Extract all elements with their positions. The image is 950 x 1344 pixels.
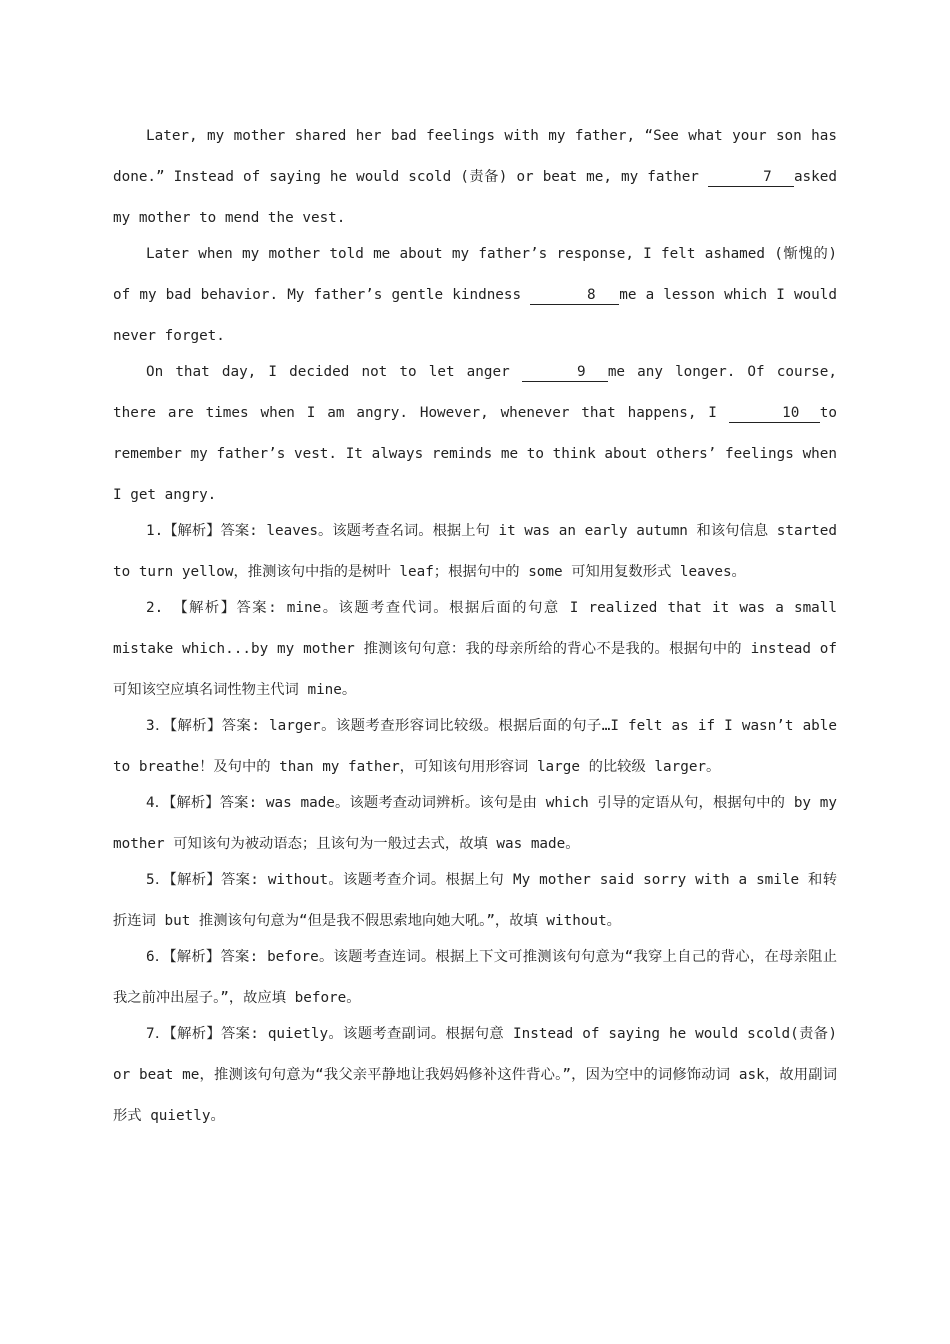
- story-p2-text-a: Later when my mother told me about my father’s response, I felt ashamed (惭愧的) of my bad behavior. My father’s gentle kindness: [113, 246, 837, 303]
- answer-explanation-1: 1.【解析】答案: leaves。该题考查名词。根据上句 it was an early autumn 和该句信息 started to turn yellow，推测该句中指的是树叶 leaf；根据句中的 some 可知用复数形式 leaves。: [113, 523, 837, 580]
- story-paragraph-3: [113, 352, 837, 516]
- story-paragraph-1: [113, 116, 837, 239]
- story-p3-text-c: to remember my father’s vest. It always reminds me to think about others’ feelings when I get angry.: [113, 405, 837, 503]
- answer-explanation-3: 3．【解析】答案: larger。该题考查形容词比较级。根据后面的句子…I felt as if I wasn’t able to breathe！及句中的 than my father，可知该句用形容词 large 的比较级 larger。: [113, 718, 837, 775]
- blank-8: 8: [530, 286, 619, 305]
- story-paragraph-2: [113, 234, 837, 357]
- blank-10: 10: [729, 404, 820, 423]
- story-p1-text-b: asked my mother to mend the vest.: [113, 169, 837, 226]
- blank-7: 7: [708, 168, 794, 187]
- answer-explanation-5: 5．【解析】答案: without。该题考查介词。根据上句 My mother said sorry with a smile 和转折连词 but 推测该句句意为“但是我不假思索地向她大吼。”，故填 without。: [113, 872, 837, 929]
- story-p1-text-a: Later, my mother shared her bad feelings with my father, “See what your son has done.” Instead of saying he would scold (责备) or beat me, my father: [113, 128, 837, 185]
- story-p3-text-b: me any longer. Of course, there are times when I am angry. However, whenever that happens, I: [113, 364, 837, 421]
- answer-explanation-2: 2. 【解析】答案: mine。该题考查代词。根据后面的句意 I realized that it was a small mistake which...by my mother 推测该句句意：我的母亲所给的背心不是我的。根据句中的 instead of 可知该空应填名词性物主代词 mine。: [113, 600, 837, 698]
- answer-explanation-7: 7．【解析】答案: quietly。该题考查副词。根据句意 Instead of saying he would scold(责备) or beat me，推测该句句意为“我父亲平静地让我妈妈修补这件背心。”，因为空中的词修饰动词 ask，故用副词形式 quietly。: [113, 1026, 837, 1124]
- answer-explanation-6: 6．【解析】答案: before。该题考查连词。根据上下文可推测该句句意为“我穿上自己的背心，在母亲阻止我之前冲出屋子。”，故应填 before。: [113, 949, 837, 1006]
- answer-explanation-4: 4．【解析】答案: was made。该题考查动词辨析。该句是由 which 引导的定语从句，根据句中的 by my mother 可知该句为被动语态；且该句为一般过去式，故填 was made。: [113, 795, 837, 852]
- story-p2-text-b: me a lesson which I would never forget.: [113, 287, 837, 344]
- story-p3-text-a: On that day, I decided not to let anger: [146, 364, 522, 380]
- blank-9: 9: [522, 363, 608, 382]
